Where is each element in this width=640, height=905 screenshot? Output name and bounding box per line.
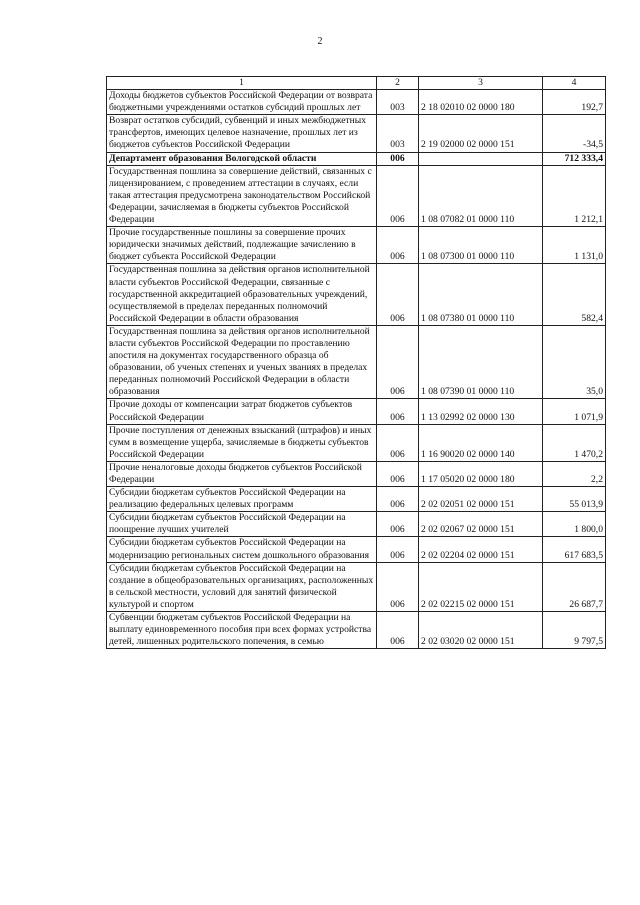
row-kbk-cell: 2 02 02051 02 0000 151 [419, 487, 543, 512]
row-code-cell: 006 [377, 612, 419, 649]
row-code-cell: 003 [377, 90, 419, 115]
row-kbk-cell: 1 08 07390 01 0000 110 [419, 325, 543, 399]
row-name-cell: Субсидии бюджетам субъектов Российской Федерации на создание в общеобразовательных организациях, расположенных в сельской местности, условий для занятий физической культурой и спортом [107, 562, 377, 611]
row-name-cell: Доходы бюджетов субъектов Российской Федерации от возврата бюджетными учреждениями остатков субсидий прошлых лет [107, 90, 377, 115]
row-kbk-cell: 2 02 02215 02 0000 151 [419, 562, 543, 611]
table-row [107, 562, 606, 611]
row-amount-cell: 55 013,9 [543, 487, 606, 512]
row-code-cell: 006 [377, 264, 419, 325]
row-amount-cell: -34,5 [543, 115, 606, 152]
column-header-1: 1 [107, 77, 377, 90]
row-code-cell: 006 [377, 512, 419, 537]
table-header-row [107, 77, 606, 90]
row-kbk-cell: 1 17 05020 02 0000 180 [419, 461, 543, 486]
row-amount-cell: 1 071,9 [543, 399, 606, 424]
row-name-cell: Прочие доходы от компенсации затрат бюджетов субъектов Российской Федерации [107, 399, 377, 424]
row-code-cell: 006 [377, 152, 419, 165]
row-kbk-cell: 1 13 02992 02 0000 130 [419, 399, 543, 424]
column-header-4: 4 [543, 77, 606, 90]
row-amount-cell: 2,2 [543, 461, 606, 486]
row-name-cell: Государственная пошлина за действия органов исполнительной власти субъектов Российской Федерации по проставлению апостиля на документах государственного образца об образовании, об ученых степенях и ученых званиях в пределах переданных полномочий Российской Федерации в области образования [107, 325, 377, 399]
row-amount-cell: 617 683,5 [543, 537, 606, 562]
row-kbk-cell: 1 08 07082 01 0000 110 [419, 165, 543, 226]
row-kbk-cell: 2 19 02000 02 0000 151 [419, 115, 543, 152]
row-kbk-cell: 2 02 03020 02 0000 151 [419, 612, 543, 649]
row-code-cell: 006 [377, 325, 419, 399]
row-code-cell: 006 [377, 424, 419, 461]
row-code-cell: 003 [377, 115, 419, 152]
column-header-2: 2 [377, 77, 419, 90]
row-kbk-cell: 2 02 02204 02 0000 151 [419, 537, 543, 562]
row-amount-cell: 712 333,4 [543, 152, 606, 165]
row-amount-cell: 9 797,5 [543, 612, 606, 649]
row-amount-cell: 26 687,7 [543, 562, 606, 611]
page-number: 2 [317, 36, 323, 47]
table-row [107, 612, 606, 649]
row-kbk-cell: 1 08 07380 01 0000 110 [419, 264, 543, 325]
table-row [107, 487, 606, 512]
table-row [107, 325, 606, 399]
row-name-cell: Департамент образования Вологодской области [107, 152, 377, 165]
row-name-cell: Субсидии бюджетам субъектов Российской Федерации на реализацию федеральных целевых программ [107, 487, 377, 512]
table-row [107, 264, 606, 325]
table-row [107, 537, 606, 562]
row-amount-cell: 1 800,0 [543, 512, 606, 537]
row-code-cell: 006 [377, 461, 419, 486]
table-row [107, 424, 606, 461]
row-amount-cell: 192,7 [543, 90, 606, 115]
table-row [107, 399, 606, 424]
row-name-cell: Государственная пошлина за действия органов исполнительной власти субъектов Российской Федерации, связанные с государственной аккредитацией образовательных учреждений, осуществляемой в пределах переданных полномочий Российской Федерации в области образования [107, 264, 377, 325]
row-name-cell: Субсидии бюджетам субъектов Российской Федерации на поощрение лучших учителей [107, 512, 377, 537]
row-kbk-cell [419, 152, 543, 165]
row-name-cell: Прочие неналоговые доходы бюджетов субъектов Российской Федерации [107, 461, 377, 486]
row-amount-cell: 1 470,2 [543, 424, 606, 461]
table-row [107, 512, 606, 537]
row-code-cell: 006 [377, 487, 419, 512]
row-code-cell: 006 [377, 165, 419, 226]
row-amount-cell: 1 212,1 [543, 165, 606, 226]
row-kbk-cell: 1 16 90020 02 0000 140 [419, 424, 543, 461]
row-code-cell: 006 [377, 562, 419, 611]
table-row [107, 227, 606, 264]
row-kbk-cell: 2 02 02067 02 0000 151 [419, 512, 543, 537]
row-name-cell: Государственная пошлина за совершение действий, связанных с лицензированием, с проведением аттестации в случаях, если такая аттестация предусмотрена законодательством Российской Федерации, зачисляемая в бюджеты субъектов Российской Федерации [107, 165, 377, 226]
table-row [107, 461, 606, 486]
row-kbk-cell: 1 08 07300 01 0000 110 [419, 227, 543, 264]
row-amount-cell: 1 131,0 [543, 227, 606, 264]
row-amount-cell: 35,0 [543, 325, 606, 399]
table-row [107, 152, 606, 165]
row-name-cell: Возврат остатков субсидий, субвенций и иных межбюджетных трансфертов, имеющих целевое назначение, прошлых лет из бюджетов субъектов Российской Федерации [107, 115, 377, 152]
column-header-3: 3 [419, 77, 543, 90]
row-kbk-cell: 2 18 02010 02 0000 180 [419, 90, 543, 115]
row-amount-cell: 582,4 [543, 264, 606, 325]
row-name-cell: Субсидии бюджетам субъектов Российской Федерации на модернизацию региональных систем дошкольного образования [107, 537, 377, 562]
row-name-cell: Прочие поступления от денежных взысканий (штрафов) и иных сумм в возмещение ущерба, зачисляемые в бюджеты субъектов Российской Федерации [107, 424, 377, 461]
table-row [107, 90, 606, 115]
budget-revenue-table [106, 76, 606, 649]
table-row [107, 115, 606, 152]
row-name-cell: Прочие государственные пошлины за совершение прочих юридически значимых действий, подлежащие зачислению в бюджет субъекта Российской Федерации [107, 227, 377, 264]
table-body [107, 90, 606, 649]
row-name-cell: Субвенции бюджетам субъектов Российской Федерации на выплату единовременного пособия при всех формах устройства детей, лишенных родительского попечения, в семью [107, 612, 377, 649]
row-code-cell: 006 [377, 399, 419, 424]
row-code-cell: 006 [377, 227, 419, 264]
table-row [107, 165, 606, 226]
row-code-cell: 006 [377, 537, 419, 562]
